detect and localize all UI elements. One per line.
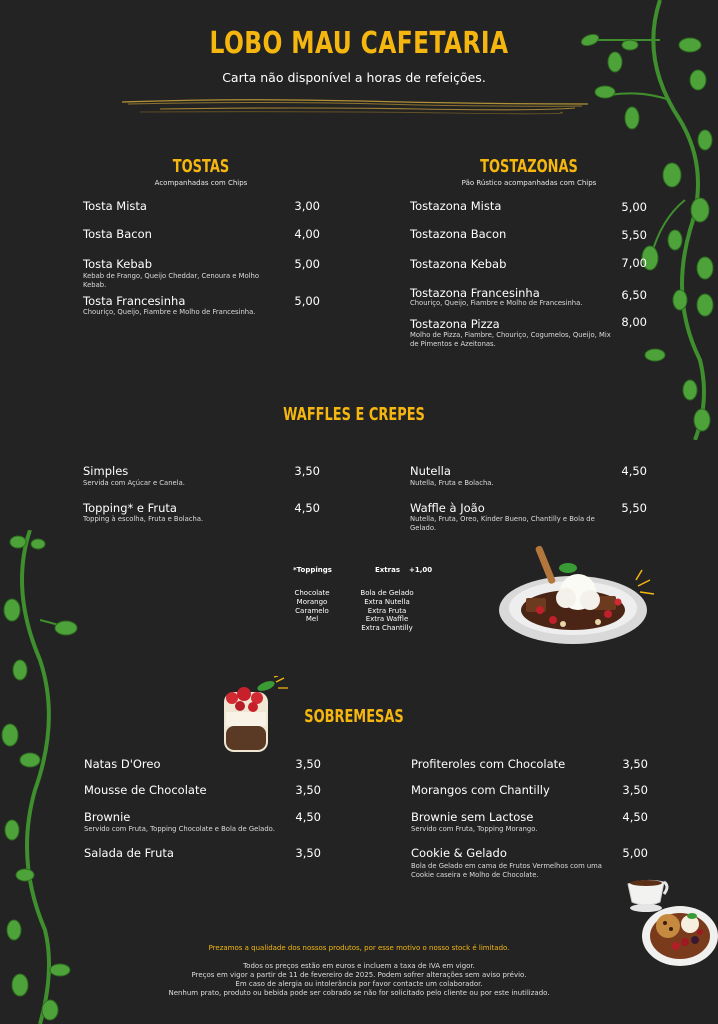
menu-item-name: Simples — [83, 464, 129, 478]
topping-item: Caramelo — [295, 606, 329, 615]
menu-item-price: 5,50 — [621, 228, 647, 242]
extra-item: Extra Nutella — [364, 597, 410, 606]
waffle-plate-image — [498, 540, 663, 648]
menu-item-description: Topping à escolha, Fruta e Bolacha. — [83, 515, 204, 523]
menu-item-name: Tostazona Mista — [410, 199, 502, 213]
menu-item-price: 3,50 — [622, 757, 648, 771]
menu-item-price: 4,50 — [295, 810, 321, 824]
menu-item-price: 5,50 — [621, 501, 647, 515]
footer-legal — [0, 962, 718, 998]
menu-item-price: 3,00 — [294, 199, 320, 213]
vine-decoration-top-right — [570, 0, 718, 440]
menu-item-description: Chouriço, Queijo, Fiambre e Molho de Francesinha. — [83, 308, 256, 316]
waffles-title: WAFFLES E CREPES — [283, 404, 425, 425]
menu-item-name: Tosta Bacon — [83, 227, 152, 241]
toppings-list — [282, 589, 342, 624]
menu-item-name: Cookie & Gelado — [411, 846, 507, 860]
menu-item-name: Brownie — [84, 810, 131, 824]
menu-item-name: Mousse de Chocolate — [84, 783, 207, 797]
menu-item-name: Morangos com Chantilly — [411, 783, 550, 797]
extra-item: Extra Fruta — [367, 606, 407, 615]
menu-item-name: Natas D'Oreo — [84, 757, 161, 771]
menu-item-price: 5,00 — [622, 846, 648, 860]
menu-item-description: Bola de Gelado em cama de Frutos Vermelhos com uma Cookie caseira e Molho de Chocolate. — [411, 862, 602, 879]
menu-item-name: Nutella — [410, 464, 451, 478]
menu-item-name: Salada de Fruta — [84, 846, 174, 860]
extras-price: +1,00 — [409, 566, 433, 574]
footer-line: Nenhum prato, produto ou bebida pode ser cobrado se não for solicitado pelo cliente ou por este inutilizado. — [168, 989, 550, 997]
menu-item-description: Kebab de Frango, Queijo Cheddar, Cenoura e Molho Kebab. — [83, 272, 260, 289]
menu-item-description: Servido com Fruta, Topping Morango. — [411, 825, 538, 833]
brush-divider — [120, 95, 590, 117]
tostas-subtitle: Acompanhadas com Chips — [154, 179, 248, 187]
menu-item-description: Servido com Fruta, Topping Chocolate e Bola de Gelado. — [84, 825, 275, 833]
menu-item-name: Tosta Francesinha — [83, 294, 186, 308]
footer-line: Em caso de alergia ou intolerância por favor contacte um colaborador. — [235, 980, 483, 988]
menu-title: LOBO MAU CAFETARIA — [209, 26, 509, 61]
menu-item-name: Tostazona Bacon — [410, 227, 507, 241]
extra-item: Extra Waffle — [365, 615, 409, 624]
menu-item-price: 8,00 — [621, 315, 647, 329]
menu-item-price: 3,50 — [295, 757, 321, 771]
menu-item-description: Molho de Pizza, Fiambre, Chouriço, Cogumelos, Queijo, Mix de Pimentos e Azeitonas. — [410, 331, 611, 348]
stock-notice: Prezamos a qualidade dos nossos produtos, por esse motivo o nosso stock é limitado. — [208, 944, 510, 952]
sobremesas-title: SOBREMESAS — [304, 706, 404, 727]
menu-item-price: 6,50 — [621, 288, 647, 302]
menu-item-description: Nutella, Fruta e Bolacha. — [410, 479, 494, 487]
extras-list — [347, 589, 427, 633]
menu-subtitle: Carta não disponível a horas de refeições. — [222, 70, 486, 85]
toppings-title: *Toppings — [293, 566, 332, 574]
menu-item-description: Servida com Açúcar e Canela. — [83, 479, 185, 487]
menu-item-price: 3,50 — [622, 783, 648, 797]
menu-item-price: 3,50 — [295, 783, 321, 797]
extra-item: Bola de Gelado — [360, 589, 414, 597]
menu-item-name: Tosta Mista — [83, 199, 147, 213]
menu-item-price: 3,50 — [295, 846, 321, 860]
menu-item-name: Tostazona Kebab — [410, 257, 507, 271]
menu-item-name: Tostazona Francesinha — [410, 286, 540, 300]
menu-item-price: 4,50 — [294, 501, 320, 515]
tostazonas-title: TOSTAZONAS — [480, 156, 578, 177]
menu-item-name: Waffle à João — [410, 501, 485, 515]
menu-item-name: Tosta Kebab — [83, 257, 152, 271]
cookie-icecream-image — [640, 896, 718, 968]
dessert-jar-image — [218, 676, 290, 756]
menu-item-description: Chouriço, Queijo, Fiambre e Molho de Francesinha. — [410, 299, 583, 307]
menu-item-price: 5,00 — [294, 257, 320, 271]
tostazonas-subtitle: Pão Rústico acompanhadas com Chips — [461, 179, 597, 187]
extras-title: Extras — [375, 566, 400, 574]
topping-item: Mel — [305, 615, 319, 624]
menu-item-price: 3,50 — [294, 464, 320, 478]
menu-item-price: 4,00 — [294, 227, 320, 241]
menu-item-price: 5,00 — [294, 294, 320, 308]
menu-item-price: 7,00 — [621, 256, 647, 270]
footer-line: Preços em vigor a partir de 11 de fevereiro de 2025. Podem sofrer alterações sem aviso prévio. — [191, 971, 527, 979]
menu-item-price: 5,00 — [621, 200, 647, 214]
menu-item-price: 4,50 — [622, 810, 648, 824]
menu-item-name: Brownie sem Lactose — [411, 810, 534, 824]
menu-item-name: Profiteroles com Chocolate — [411, 757, 566, 771]
menu-item-description: Nutella, Fruta, Oreo, Kinder Bueno, Chantilly e Bola de Gelado. — [410, 515, 595, 532]
topping-item: Chocolate — [294, 589, 330, 597]
topping-item: Morango — [296, 597, 328, 606]
menu-item-price: 4,50 — [621, 464, 647, 478]
menu-item-name: Tostazona Pizza — [410, 317, 500, 331]
menu-item-name: Topping* e Fruta — [83, 501, 177, 515]
tostas-title: TOSTAS — [172, 156, 230, 177]
extra-item: Extra Chantilly — [361, 624, 413, 633]
footer-line: Todos os preços estão em euros e incluem a taxa de IVA em vigor. — [243, 962, 475, 970]
